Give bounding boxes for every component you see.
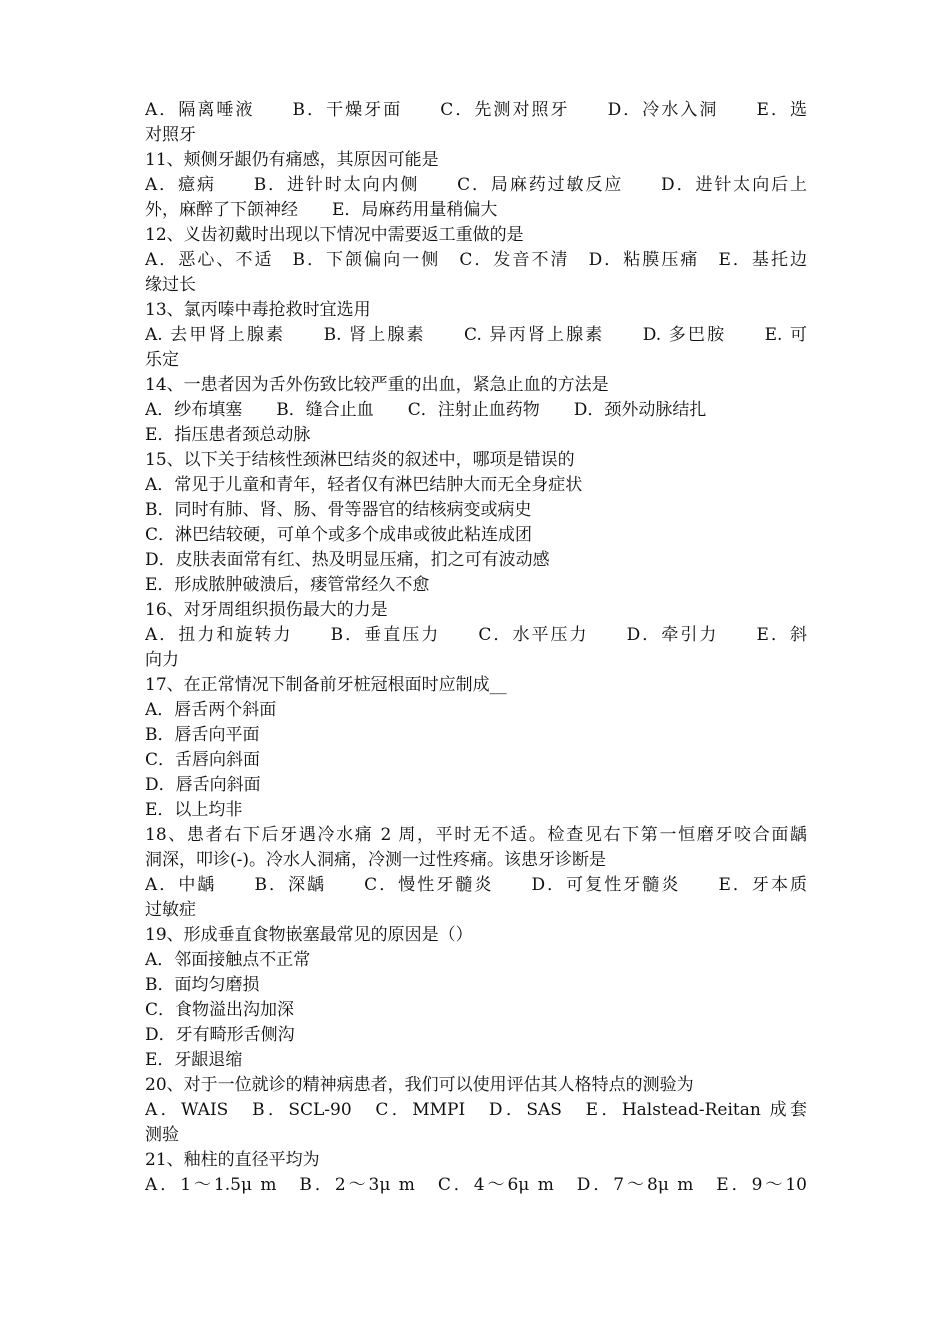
text-line: 测验 [145,1125,179,1145]
text-line: 14、一患者因为舌外伤致比较严重的出血，紧急止血的方法是 [145,375,609,395]
text-line: 16、对牙周组织损伤最大的力是 [145,600,388,620]
text-line: 向力 [145,650,179,670]
text-line: D．牙有畸形舌侧沟 [145,1025,295,1045]
text-line: A．1～1.5μ m B．2～3μ m C．4～6μ m D．7～8μ m E．9～10 [145,1175,807,1195]
text-line: 17、在正常情况下制备前牙桩冠根面时应制成__ [145,675,507,695]
text-line: A．常见于儿童和青年，轻者仅有淋巴结肿大而无全身症状 [145,475,583,495]
text-line: B．同时有肺、肾、肠、骨等器官的结核病变或病史 [145,500,532,520]
text-line: C．舌唇向斜面 [145,750,261,770]
text-line: 洞深，叩诊(-)。冷水人洞痛，冷测一过性疼痛。该患牙诊断是 [145,850,607,870]
text-line: E．以上均非 [145,800,243,820]
text-line: 缘过长 [145,275,196,295]
text-line: C．食物溢出沟加深 [145,1000,295,1020]
exam-text-body [145,98,807,1198]
text-line: E．牙龈退缩 [145,1050,243,1070]
text-line: 乐定 [145,350,179,370]
text-line: A. 去甲肾上腺素 B. 肾上腺素 C. 异丙肾上腺素 D. 多巴胺 E. 可 [145,325,807,345]
text-line: A．恶心、不适 B．下颌偏向一侧 C．发音不清 D．粘膜压痛 E．基托边 [145,250,807,270]
text-line: 对照牙 [145,125,196,145]
text-line: E．形成脓肿破溃后，瘘管常经久不愈 [145,575,430,595]
text-line: 20、对于一位就诊的精神病患者，我们可以使用评估其人格特点的测验为 [145,1075,694,1095]
text-line: 外，麻醉了下颌神经 E．局麻药用量稍偏大 [145,200,498,220]
text-line: 过敏症 [145,900,196,920]
text-line: B．面均匀磨损 [145,975,260,995]
text-line: E．指压患者颈总动脉 [145,425,311,445]
text-line: B．唇舌向平面 [145,725,260,745]
text-line: A．唇舌两个斜面 [145,700,277,720]
text-line: A．WAIS B．SCL-90 C．MMPI D．SAS E．Halstead-Reitan 成套 [145,1100,807,1120]
text-line: D．皮肤表面常有红、热及明显压痛，扪之可有波动感 [145,550,550,570]
text-line: 11、颊侧牙龈仍有痛感，其原因可能是 [145,150,439,170]
text-line: A．隔离唾液 B．干燥牙面 C．先测对照牙 D．冷水入洞 E．选 [145,100,807,120]
text-line: C．淋巴结较硬，可单个或多个成串或彼此粘连成团 [145,525,533,545]
text-line: A．邻面接触点不正常 [145,950,311,970]
text-line: D．唇舌向斜面 [145,775,261,795]
text-line: A．纱布填塞 B．缝合止血 C．注射止血药物 D．颈外动脉结扎 [145,400,707,420]
text-line: A．扭力和旋转力 B．垂直压力 C．水平压力 D．牵引力 E．斜 [145,625,807,645]
text-line: 21、釉柱的直径平均为 [145,1150,320,1170]
text-line: 15、以下关于结核性颈淋巴结炎的叙述中，哪项是错误的 [145,450,575,470]
text-line: A．癔病 B．进针时太向内侧 C．局麻药过敏反应 D．进针太向后上 [145,175,807,195]
text-line: 12、义齿初戴时出现以下情况中需要返工重做的是 [145,225,524,245]
text-line: A．中龋 B．深龋 C．慢性牙髓炎 D．可复性牙髓炎 E．牙本质 [145,875,807,895]
text-line: 18、患者右下后牙遇冷水痛 2 周，平时无不适。检查见右下第一恒磨牙咬合面龋 [145,825,807,845]
text-line: 13、氯丙嗪中毒抢救时宜选用 [145,300,371,320]
text-line: 19、形成垂直食物嵌塞最常见的原因是（） [145,925,473,945]
